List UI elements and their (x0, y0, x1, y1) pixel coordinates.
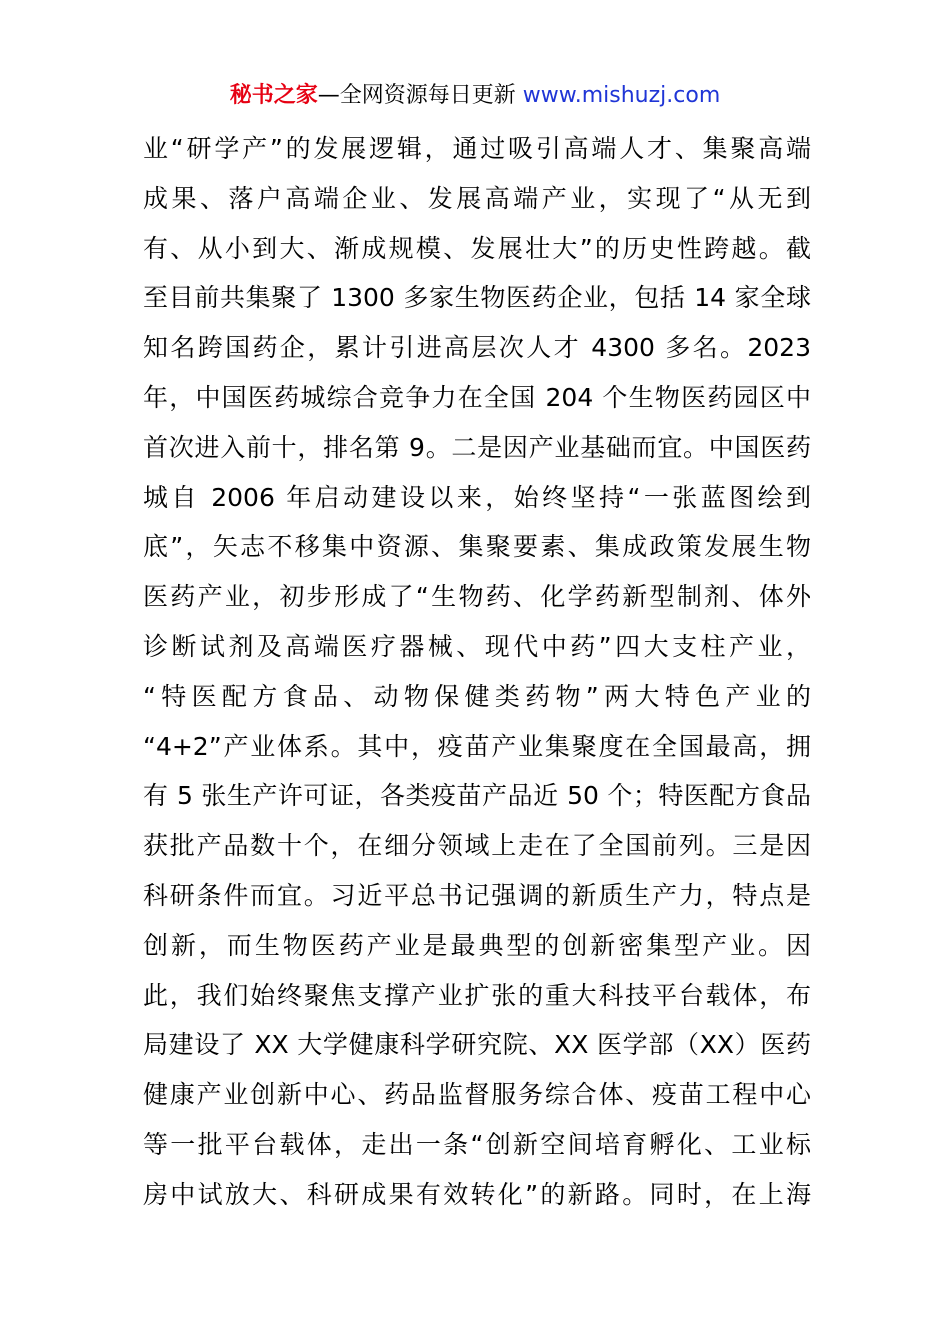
text-line: 局建设了 XX 大学健康科学研究院、XX 医学部（XX）医药 (143, 1030, 811, 1060)
text-line: “特医配方食品、动物保健类药物”两大特色产业的 (143, 681, 811, 711)
header-tagline: —全网资源每日更新 (317, 83, 516, 108)
text-line: 等一批平台载体，走出一条“创新空间培育孵化、工业标 (143, 1129, 811, 1159)
text-line: 创新，而生物医药产业是最典型的创新密集型产业。因 (143, 930, 811, 960)
text-line: 有 5 张生产许可证，各类疫苗产品近 50 个；特医配方食品 (143, 781, 811, 811)
text-line: 成果、落户高端企业、发展高端产业，实现了“从无到 (143, 183, 811, 213)
page-header (0, 79, 950, 113)
text-line: 科研条件而宜。习近平总书记强调的新质生产力，特点是 (143, 880, 811, 910)
text-line: 房中试放大、科研成果有效转化”的新路。同时，在上海 (143, 1179, 811, 1209)
text-line: 至目前共集聚了 1300 多家生物医药企业，包括 14 家全球 (143, 283, 811, 313)
text-line: 获批产品数十个，在细分领域上走在了全国前列。三是因 (143, 831, 811, 861)
text-line: “4+2”产业体系。其中，疫苗产业集聚度在全国最高，拥 (143, 731, 811, 761)
text-line: 首次进入前十，排名第 9。二是因产业基础而宜。中国医药 (143, 432, 811, 462)
text-line: 知名跨国药企，累计引进高层次人才 4300 多名。2023 (143, 333, 811, 363)
text-line: 诊断试剂及高端医疗器械、现代中药”四大支柱产业， (143, 631, 811, 661)
text-line: 城自 2006 年启动建设以来，始终坚持“一张蓝图绘到 (143, 482, 811, 512)
text-line: 底”，矢志不移集中资源、集聚要素、集成政策发展生物 (143, 532, 811, 562)
text-line: 业“研学产”的发展逻辑，通过吸引高端人才、集聚高端 (143, 134, 811, 163)
website-link[interactable]: www.mishuzj.com (522, 83, 721, 108)
text-line: 年，中国医药城综合竞争力在全国 204 个生物医药园区中 (143, 382, 811, 412)
text-line: 此，我们始终聚焦支撑产业扩张的重大科技平台载体，布 (143, 980, 811, 1010)
text-line: 医药产业，初步形成了“生物药、化学药新型制剂、体外 (143, 582, 811, 612)
text-line: 有、从小到大、渐成规模、发展壮大”的历史性跨越。截 (143, 233, 811, 263)
text-line: 健康产业创新中心、药品监督服务综合体、疫苗工程中心 (143, 1080, 811, 1110)
brand-name: 秘书之家 (229, 83, 318, 108)
body-paragraph (143, 124, 811, 1220)
